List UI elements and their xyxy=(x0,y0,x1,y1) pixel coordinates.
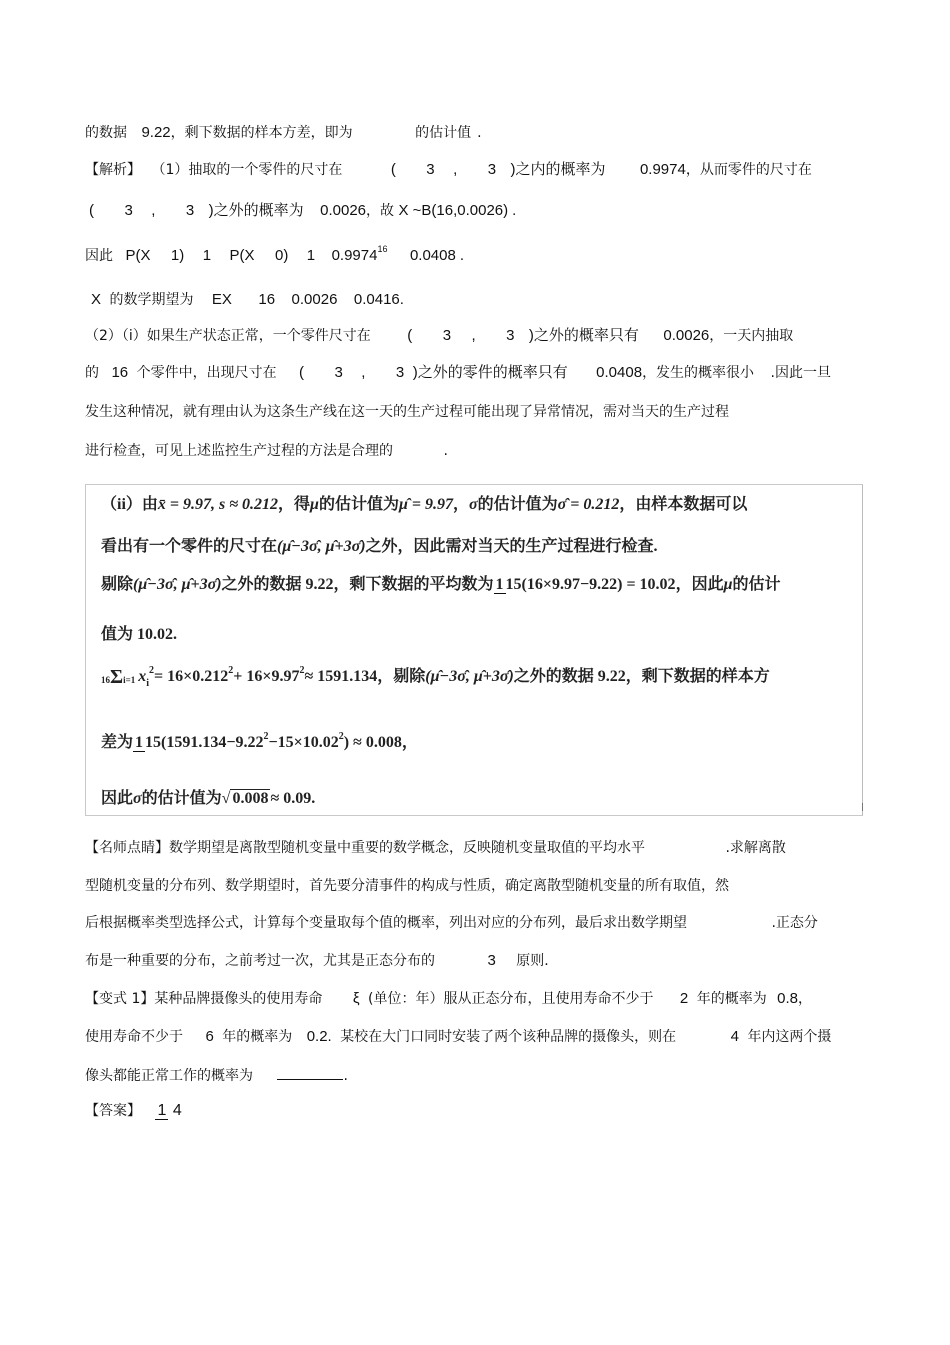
number: 0.2. xyxy=(306,1028,332,1045)
math: 3 xyxy=(334,364,343,381)
text: 因此 xyxy=(85,248,113,264)
text-line xyxy=(85,876,729,896)
text: ，故 xyxy=(366,203,395,219)
number: 16 xyxy=(111,364,129,381)
text: 型随机变量的分布列、数学期望时，首先要分清事件的构成与性质，确定离散型随机变量的所有取值，然 xyxy=(85,878,729,894)
text: （2）（i）如果生产状态正常，一个零件尺寸在 xyxy=(85,328,371,344)
text-line xyxy=(85,989,812,1009)
text-line xyxy=(85,1065,348,1086)
solution-tag: 【解析】 xyxy=(85,162,141,178)
text: . xyxy=(512,202,517,219)
box-line: 16Σi=1 xi2= 16×0.2122+ 16×9.972≈ 1591.134，剔除(μ̂−3σ̂, μ̂+3σ̂)之外的数据 9.22，剩下数据的样本方 xyxy=(101,665,770,689)
answer-tag: 【答案】 xyxy=(85,1103,141,1119)
math: 1 xyxy=(202,247,212,264)
box-line: 因此σ的估计值为√ 0.008≈ 0.09. xyxy=(101,790,316,807)
text: 【名师点睛】数学期望是离散型随机变量中重要的数学概念，反映随机变量取值的平均水平 xyxy=(85,840,645,856)
math: , xyxy=(471,327,476,344)
text: ，一天内抽取 xyxy=(709,328,794,344)
math: 16 xyxy=(258,291,276,308)
number: 6 xyxy=(205,1028,214,1045)
text: ， xyxy=(798,991,813,1007)
math: ( xyxy=(299,364,305,381)
math: 3 xyxy=(426,161,435,178)
text: （1）抽取的一个零件的尺寸在 xyxy=(151,162,343,178)
text-line xyxy=(85,1027,831,1047)
text-line xyxy=(85,246,464,267)
box-line: 差为 1 15(1591.134−9.222−15×10.022) ≈ 0.008， xyxy=(101,731,418,752)
answer-blank xyxy=(277,1065,343,1080)
text: .正态分 xyxy=(771,915,818,931)
number: 3 xyxy=(487,952,496,969)
box-line: （ii）由x̄ = 9.97, s ≈ 0.212，得μ的估计值为μ̂ = 9.97，σ的估计值为σ̂ = 0.212，由样本数据可以 xyxy=(101,496,748,513)
text: 的数学期望为 xyxy=(109,292,194,308)
answer-fraction: 1 4 xyxy=(157,1102,182,1119)
math: 0) xyxy=(274,247,289,264)
solution-image-box xyxy=(85,484,863,816)
text: ，剩下数据的样本方差，即为 xyxy=(170,125,353,141)
text-line xyxy=(85,123,482,143)
text-line xyxy=(85,363,831,383)
text: 个零件中，出现尺寸在 xyxy=(136,365,277,381)
box-line: 剔除(μ̂−3σ̂, μ̂+3σ̂)之外的数据 9.22，剩下数据的平均数为 1 15(16×9.97−9.22) = 10.02，因此μ的估计 xyxy=(101,576,781,594)
text: . xyxy=(443,443,448,459)
math: ( xyxy=(89,202,94,219)
math: 3 xyxy=(395,364,405,381)
text: 的数据 xyxy=(85,125,127,141)
number: 0.8 xyxy=(777,990,799,1007)
text-line xyxy=(85,326,793,346)
text: )之外的概率只有 xyxy=(528,327,639,344)
number: 0.9974 xyxy=(639,161,686,178)
text: 发生这种情况，就有理由认为这条生产线在这一天的生产过程可能出现了异常情况，需对当天的生产过程 xyxy=(85,404,729,420)
text: )之外的零件的概率只有 xyxy=(412,364,568,381)
text: 像头都能正常工作的概率为 xyxy=(85,1068,253,1084)
text-line xyxy=(85,838,786,858)
number: 9.22 xyxy=(141,124,171,141)
math: 3 xyxy=(487,161,497,178)
math: 1) xyxy=(170,247,185,264)
text: . xyxy=(477,125,482,141)
text: . xyxy=(343,1068,348,1084)
text-line xyxy=(85,913,818,933)
number: 0.0026 xyxy=(663,327,710,344)
text: 使用寿命不少于 xyxy=(85,1029,183,1045)
math: 0.0416. xyxy=(353,291,404,308)
math: P(X xyxy=(229,247,255,264)
text: 年的概率为 xyxy=(222,1029,293,1045)
math: 0.0026 xyxy=(291,291,338,308)
text: 的 xyxy=(85,365,99,381)
text-line xyxy=(85,201,516,221)
math: X xyxy=(91,291,102,308)
text: .求解离散 xyxy=(725,840,786,856)
text: 年内这两个摄 xyxy=(747,1029,832,1045)
box-line: 值为 10.02. xyxy=(101,626,178,643)
text-line xyxy=(85,1100,182,1122)
text: 某校在大门口同时安装了两个该种品牌的摄像头，则在 xyxy=(340,1029,677,1045)
text: ，从而零件的尺寸在 xyxy=(685,162,812,178)
number: 0.0026 xyxy=(320,202,367,219)
number: 4 xyxy=(730,1028,739,1045)
math: P(X xyxy=(125,247,151,264)
number: 0.0408 xyxy=(596,364,643,381)
math: 0.9974 xyxy=(331,247,378,264)
text-line xyxy=(85,951,549,971)
text: 后根据概率类型选择公式，计算每个变量取每个值的概率，列出对应的分布列，最后求出数学期望 xyxy=(85,915,687,931)
superscript: 16 xyxy=(377,244,388,254)
text: 的估计值 xyxy=(415,125,472,141)
text: ，发生的概率很小 xyxy=(642,365,755,381)
text-line xyxy=(85,441,448,461)
text: (单位：年）服从正态分布，且使用寿命不少于 xyxy=(367,991,654,1007)
math: ( xyxy=(407,327,413,344)
math: 3 xyxy=(185,202,195,219)
text-line xyxy=(85,160,812,180)
text: 布是一种重要的分布，之前考过一次，尤其是正态分布的 xyxy=(85,953,435,969)
text: 进行检查，可见上述监控生产过程的方法是合理的 xyxy=(85,443,393,459)
text: 原则. xyxy=(516,953,549,969)
text-line xyxy=(85,290,404,310)
number: 0.0408 xyxy=(409,247,456,264)
text: )之内的概率为 xyxy=(510,161,606,178)
text-line xyxy=(85,402,729,422)
math: , xyxy=(151,202,156,219)
math: , xyxy=(361,364,366,381)
image-edge-mark xyxy=(862,803,863,811)
box-line: 看出有一个零件的尺寸在(μ̂−3σ̂, μ̂+3σ̂)之外，因此需对当天的生产过程进行检查. xyxy=(101,538,658,555)
math: EX xyxy=(211,291,232,308)
math: 3 xyxy=(442,327,452,344)
math: 3 xyxy=(124,202,133,219)
math: ξ xyxy=(352,990,360,1007)
math: ( xyxy=(390,161,396,178)
math: 1 xyxy=(306,247,316,264)
number: 2 xyxy=(679,990,689,1007)
math: X ~B(16,0.0026) xyxy=(398,202,509,219)
math: , xyxy=(453,161,458,178)
text: 【变式 1】某种品牌摄像头的使用寿命 xyxy=(85,991,323,1007)
math: 3 xyxy=(506,327,515,344)
text: 年的概率为 xyxy=(696,991,767,1007)
text: . xyxy=(459,247,464,264)
text: )之外的概率为 xyxy=(208,202,304,219)
text: .因此一旦 xyxy=(770,365,831,381)
